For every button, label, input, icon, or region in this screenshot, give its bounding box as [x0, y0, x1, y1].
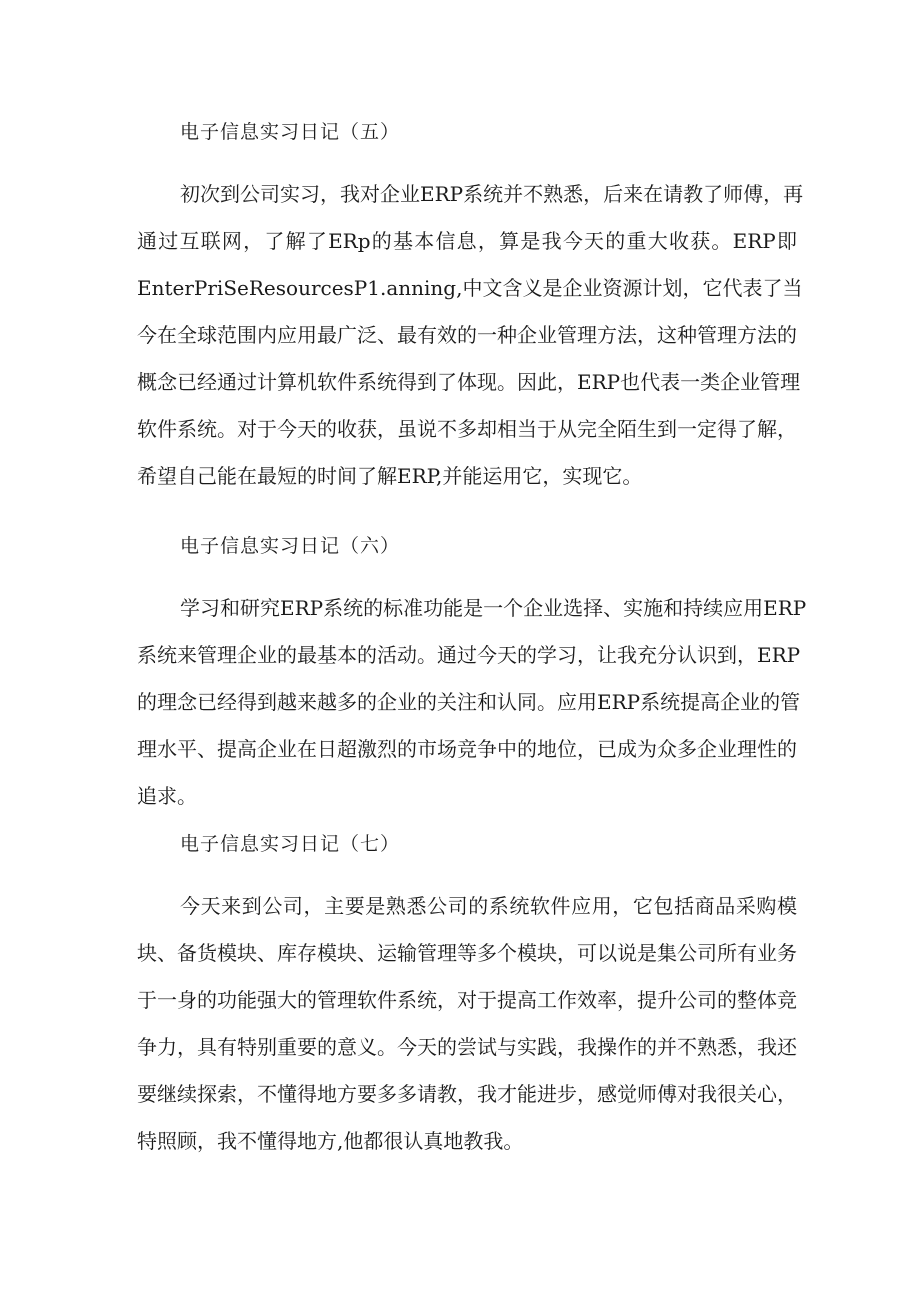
section6-line-4: 理水平、提高企业在日超激烈的市场竞争中的地位，已成为众多企业理性的 [137, 737, 797, 761]
section5-line-4: 今在全球范围内应用最广泛、最有效的一种企业管理方法，这种管理方法的 [137, 323, 797, 347]
section5-line-7: 希望自己能在最短的时间了解ERP,并能运用它，实现它。 [137, 464, 643, 488]
section-heading-5: 电子信息实习日记（五） [180, 121, 401, 143]
section5-line-2: 通过互联网，了解了ERp的基本信息，算是我今天的重大收获。ERP即 [137, 229, 797, 253]
section7-line-1: 今天来到公司，主要是熟悉公司的系统软件应用，它包括商品采购模 [180, 894, 797, 918]
section5-line-1: 初次到公司实习，我对企业ERP系统并不熟悉，后来在请教了师傅，再 [180, 182, 804, 206]
section6-line-5: 追求。 [137, 784, 197, 808]
section7-line-6: 特照顾，我不懂得地方,他都很认真地教我。 [137, 1129, 524, 1153]
section7-line-3: 于一身的功能强大的管理软件系统，对于提高工作效率，提升公司的整体竞 [137, 988, 797, 1012]
section7-line-4: 争力，具有特别重要的意义。今天的尝试与实践，我操作的并不熟悉，我还 [137, 1035, 797, 1059]
section5-line-6: 软件系统。对于今天的收获，虽说不多却相当于从完全陌生到一定得了解， [137, 417, 797, 441]
section5-line-3: EnterPriSeResourcesP1.anning,中文含义是企业资源计划，它代表了当 [137, 276, 803, 300]
section-heading-7: 电子信息实习日记（七） [180, 833, 401, 855]
section6-line-2: 系统来管理企业的最基本的活动。通过今天的学习，让我充分认识到，ERP [137, 643, 801, 667]
section7-line-5: 要继续探索，不懂得地方要多多请教，我才能进步，感觉师傅对我很关心， [137, 1082, 797, 1106]
section-heading-6: 电子信息实习日记（六） [180, 535, 401, 557]
section7-line-2: 块、备货模块、库存模块、运输管理等多个模块，可以说是集公司所有业务 [137, 941, 797, 965]
section6-line-3: 的理念已经得到越来越多的企业的关注和认同。应用ERP系统提高企业的管 [137, 690, 801, 714]
section6-line-1: 学习和研究ERP系统的标准功能是一个企业选择、实施和持续应用ERP [180, 596, 807, 620]
section5-line-5: 概念已经通过计算机软件系统得到了体现。因此，ERP也代表一类企业管理 [137, 370, 801, 394]
